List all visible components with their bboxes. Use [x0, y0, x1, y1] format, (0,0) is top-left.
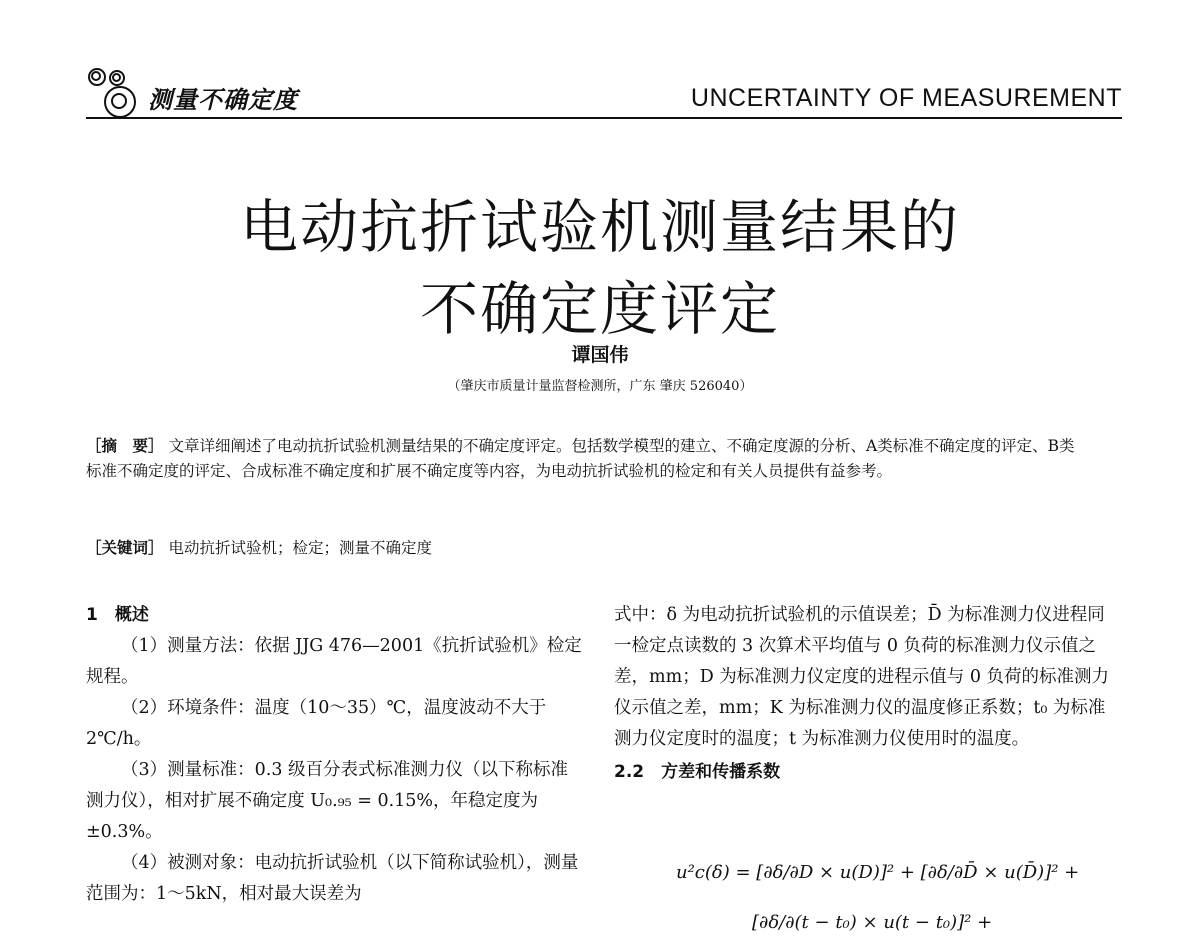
abstract	[86, 433, 1086, 484]
large-ring-inner-icon	[111, 93, 127, 109]
paragraph-method: （1）测量方法：依据 JJG 476—2001《抗折试验机》检定规程。	[86, 636, 582, 687]
abstract-text: 文章详细阐述了电动抗折试验机测量结果的不确定度评定。包括数学模型的建立、不确定度源的分析、A类标准不确定度的评定、B类标准不确定度的评定、合成标准不确定度和扩展不确定度等内容，为电动抗折试验机的检定和有关人员提供有益参考。	[86, 437, 1075, 480]
header-rule	[86, 117, 1122, 119]
equation-line-1: u²c(δ) = [∂δ/∂D × u(D)]² + [∂δ/∂D̄ × u(D̄)]² +	[676, 862, 1080, 883]
equation-line-2: [∂δ/∂(t − t₀) × u(t − t₀)]² +	[752, 912, 993, 933]
small-ring-inner-icon-2	[112, 73, 121, 82]
author-affiliation: （肇庆市质量计量监督检测所，广东 肇庆 526040）	[447, 379, 753, 394]
small-ring-inner-icon	[91, 71, 101, 81]
paragraph-variables: 式中：δ 为电动抗折试验机的示值误差；D̄ 为标准测力仪进程同一检定点读数的 3 次算术平均值与 0 负荷的标准测力仪示值之差，mm；D 为标准测力仪定度的进程示值与 0 负荷的标准测力仪示值之差，mm；K 为标准测力仪的温度修正系数；t₀ 为标准测力仪定度时的温度；t 为标准测力仪使用时的温度。	[614, 605, 1110, 749]
abstract-label: ［摘 要］	[86, 436, 164, 455]
keywords	[86, 536, 1086, 558]
right-column	[614, 600, 1122, 788]
paragraph-standard: （3）测量标准：0.3 级百分表式标准测力仪（以下称标准测力仪），相对扩展不确定度 U₀.₉₅ = 0.15%，年稳定度为 ±0.3%。	[86, 760, 569, 842]
keywords-text: 电动抗折试验机；检定；测量不确定度	[168, 539, 432, 557]
section-title-cn: 测量不确定度	[148, 86, 298, 114]
section-heading-1: 1 概述	[86, 605, 149, 625]
keywords-label: ［关键词］	[86, 538, 164, 557]
article-title-line2: 不确定度评定	[419, 275, 780, 343]
section-title-en: UNCERTAINTY OF MEASUREMENT	[690, 84, 1122, 112]
article-title-line1: 电动抗折试验机测量结果的	[239, 193, 960, 261]
author-name: 谭国伟	[571, 344, 629, 366]
paragraph-object: （4）被测对象：电动抗折试验机（以下简称试验机），测量范围为：1～5kN，相对最大误差为	[86, 853, 579, 904]
section-heading-2-2: 2.2 方差和传播系数	[614, 762, 781, 782]
running-header-left	[86, 66, 346, 118]
left-column	[86, 600, 582, 910]
paragraph-environment: （2）环境条件：温度（10～35）℃，温度波动不大于 2℃/h。	[86, 698, 547, 749]
